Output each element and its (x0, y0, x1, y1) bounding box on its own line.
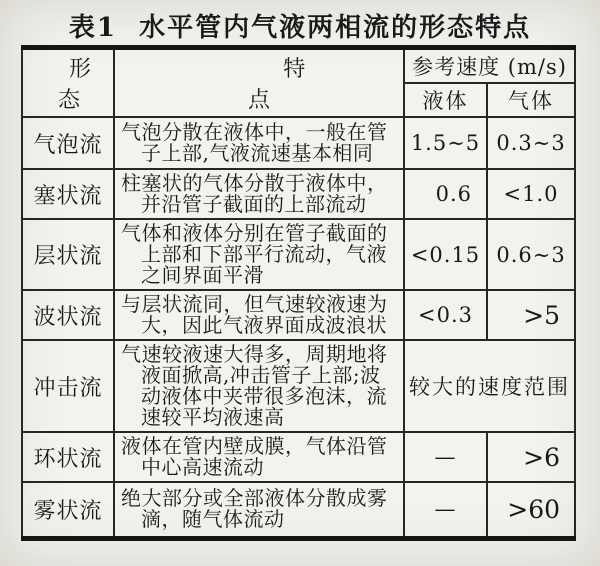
table-row-wavy-flow (22, 290, 575, 340)
header-features (114, 48, 404, 118)
features-cell: 与层状流同，但气速较液速为大，因此气液界面成波浪状 (114, 290, 404, 340)
features-cell: 绝大部分或全部液体分散成雾滴，随气体流动 (114, 482, 404, 538)
header-features-label: 特点 (247, 57, 376, 113)
table-title: 表1 水平管内气液两相流的形态特点 (68, 13, 532, 43)
features-cell: 柱塞状的气体分散于液体中，并沿管子截面的上部流动 (114, 169, 404, 219)
pattern-cell: 塞状流 (22, 169, 114, 219)
gas-value: >60 (487, 482, 575, 538)
flow-pattern-table (21, 45, 576, 541)
liquid-value: <0.3 (404, 290, 487, 340)
pattern-cell: 波状流 (22, 290, 114, 340)
table-row-mist-flow (22, 482, 575, 538)
features-cell: 气速较液速大得多，周期地将液面掀高,冲击管子上部;波动液体中夹带很多泡沫，流速较平均液速高 (114, 340, 404, 432)
merged-velocity-cell: 较大的速度范围 (404, 340, 575, 432)
pattern-cell: 气泡流 (22, 117, 114, 169)
table-row-bubble-flow (22, 117, 575, 169)
table-row-slug-flow (22, 340, 575, 432)
pattern-cell: 雾状流 (22, 482, 114, 538)
liquid-value: — (404, 432, 487, 482)
gas-value: 0.3∼3 (487, 117, 575, 169)
header-pattern-label: 形态 (58, 57, 114, 113)
header-gas: 气体 (487, 83, 575, 117)
pattern-cell: 冲击流 (22, 340, 114, 432)
pattern-cell: 环状流 (22, 432, 114, 482)
features-cell: 液体在管内壁成膜，气体沿管中心高速流动 (114, 432, 404, 482)
liquid-value: <0.15 (404, 219, 487, 290)
header-ref-velocity: 参考速度 (m/s) (404, 48, 575, 84)
liquid-value: 1.5∼5 (404, 117, 487, 169)
gas-value: 0.6∼3 (487, 219, 575, 290)
gas-value: <1.0 (487, 169, 575, 219)
liquid-value: — (404, 482, 487, 538)
pattern-cell: 层状流 (22, 219, 114, 290)
header-pattern (22, 48, 114, 118)
liquid-value: 0.6 (404, 169, 487, 219)
features-cell: 气泡分散在液体中，一般在管子上部,气液流速基本相同 (114, 117, 404, 169)
table-row-plug-flow (22, 169, 575, 219)
gas-value: >5 (487, 290, 575, 340)
features-cell: 气体和液体分别在管子截面的上部和下部平行流动，气液之间界面平滑 (114, 219, 404, 290)
table-row-annular-flow (22, 432, 575, 482)
header-liquid: 液体 (404, 83, 487, 117)
table-row-stratified-flow (22, 219, 575, 290)
gas-value: >6 (487, 432, 575, 482)
header-row-top (22, 48, 575, 84)
